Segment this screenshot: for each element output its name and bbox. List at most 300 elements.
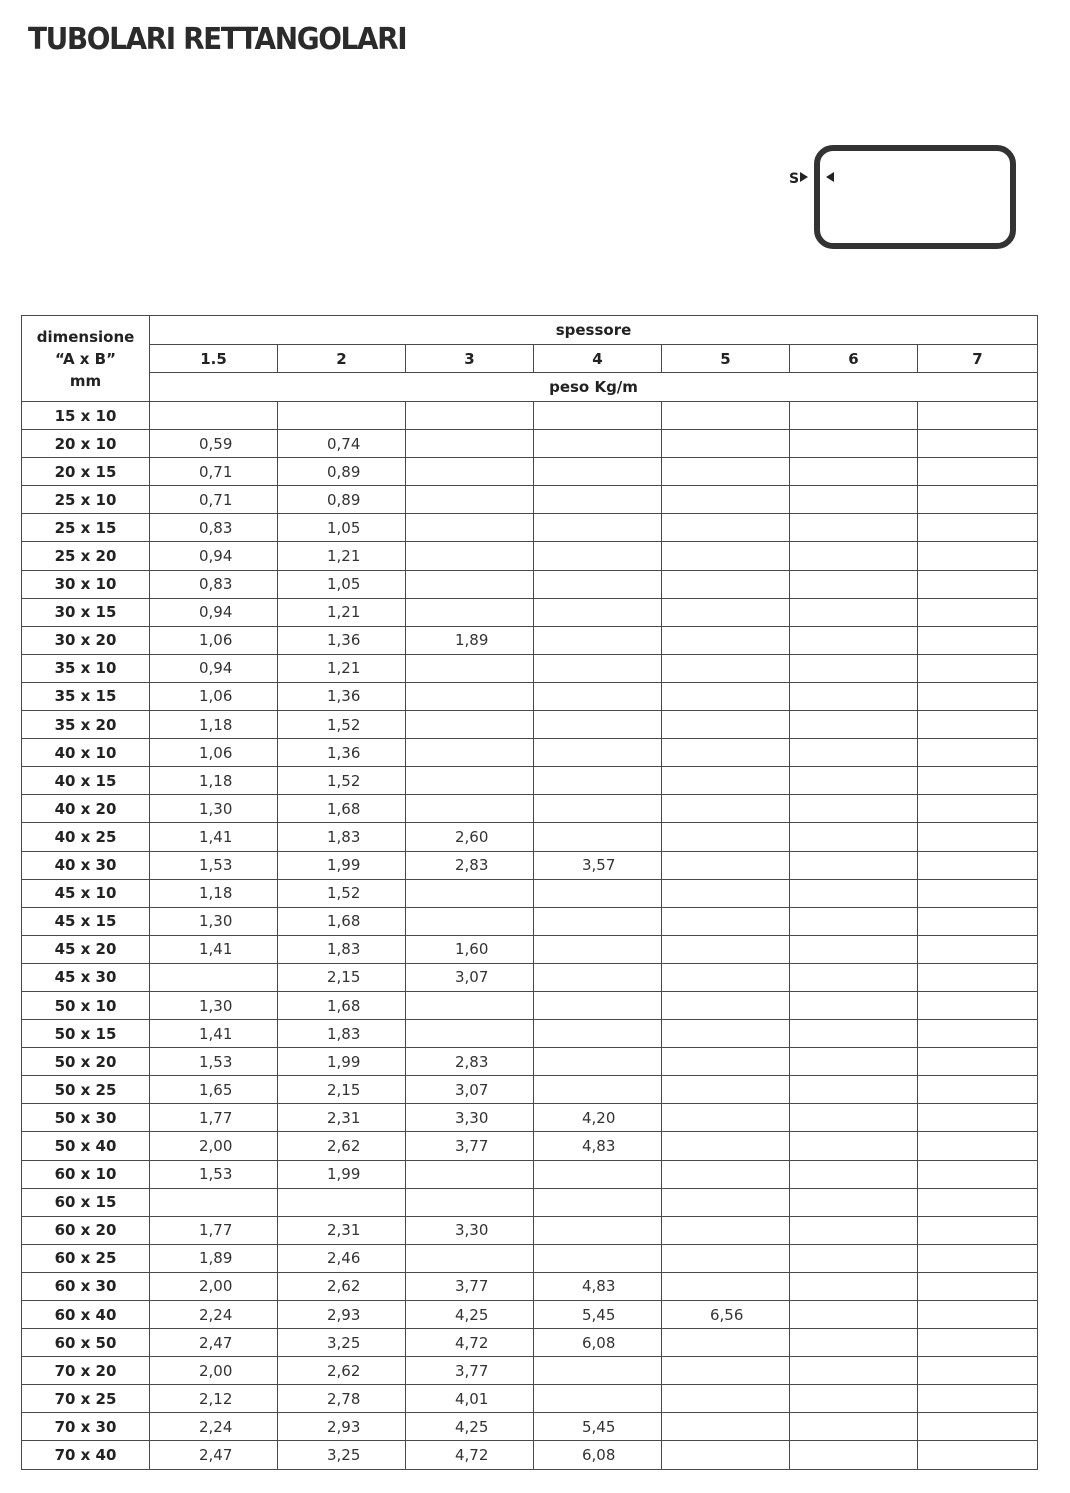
weight-cell [790,991,918,1019]
weight-cell: 2,62 [278,1357,406,1385]
weight-cell: 1,30 [150,991,278,1019]
weight-cell: 2,15 [278,963,406,991]
dimension-cell: 60 x 10 [22,1160,150,1188]
weight-cell [534,935,662,963]
weight-cell [150,402,278,430]
dimension-cell: 70 x 20 [22,1357,150,1385]
weight-cell [918,402,1038,430]
weight-cell [918,1132,1038,1160]
weight-cell [534,1244,662,1272]
weight-cell: 1,52 [278,879,406,907]
weight-cell: 2,60 [406,823,534,851]
weight-cell [790,767,918,795]
dimension-cell: 25 x 10 [22,486,150,514]
weight-cell [918,1188,1038,1216]
weight-cell [662,935,790,963]
weight-cell [662,1272,790,1300]
weight-cell [662,570,790,598]
table-row [22,1413,1038,1441]
weight-cell: 0,59 [150,430,278,458]
thickness-arrow-right-icon [800,172,808,182]
weight-cell [790,963,918,991]
weight-cell: 2,46 [278,1244,406,1272]
dimension-cell: 50 x 15 [22,1020,150,1048]
dimension-cell: 50 x 10 [22,991,150,1019]
weight-cell [534,1385,662,1413]
dimension-cell: 25 x 20 [22,542,150,570]
weight-cell: 2,93 [278,1301,406,1329]
weight-cell [534,767,662,795]
weight-cell: 6,08 [534,1329,662,1357]
table-row [22,1048,1038,1076]
weight-cell [150,963,278,991]
weight-cell [534,682,662,710]
dimension-cell: 40 x 25 [22,823,150,851]
weight-cell [918,851,1038,879]
weight-cell [790,1301,918,1329]
table-row [22,1104,1038,1132]
weight-cell [662,1188,790,1216]
table-row [22,991,1038,1019]
weight-cell: 6,56 [662,1301,790,1329]
dimension-cell: 30 x 20 [22,626,150,654]
weight-cell [406,767,534,795]
weight-cell [662,1244,790,1272]
weight-cell: 1,30 [150,795,278,823]
weight-cell [790,486,918,514]
weight-cell [918,1160,1038,1188]
weight-cell [790,879,918,907]
weight-cell: 3,25 [278,1441,406,1469]
weight-cell [662,739,790,767]
weight-cell: 2,15 [278,1076,406,1104]
table-row [22,402,1038,430]
weight-cell: 4,72 [406,1441,534,1469]
weight-unit-header: peso Kg/m [150,373,1038,402]
weight-cell [918,1020,1038,1048]
weight-cell [662,542,790,570]
weight-cell: 0,74 [278,430,406,458]
weight-cell [406,486,534,514]
weight-cell [662,486,790,514]
table-row [22,795,1038,823]
weight-cell [662,1104,790,1132]
weight-cell [662,402,790,430]
weight-cell: 1,36 [278,626,406,654]
weight-cell [790,1329,918,1357]
weight-cell [918,626,1038,654]
dimension-cell: 35 x 10 [22,654,150,682]
weight-cell: 1,21 [278,542,406,570]
weight-cell: 1,89 [150,1244,278,1272]
thickness-header-1: 1.5 [150,345,278,373]
weight-cell [662,991,790,1019]
weight-cell [790,851,918,879]
weight-cell [790,402,918,430]
weight-cell [918,935,1038,963]
weight-cell [790,1413,918,1441]
weight-cell: 2,78 [278,1385,406,1413]
weight-cell [534,1188,662,1216]
weight-cell [790,1020,918,1048]
dimension-cell: 40 x 15 [22,767,150,795]
weight-cell: 3,77 [406,1272,534,1300]
weight-cell: 1,18 [150,879,278,907]
weight-cell: 1,41 [150,1020,278,1048]
weight-cell: 1,06 [150,626,278,654]
weight-cell [918,598,1038,626]
weight-cell: 3,25 [278,1329,406,1357]
dimension-cell: 60 x 15 [22,1188,150,1216]
weight-cell [534,626,662,654]
weight-cell: 1,21 [278,654,406,682]
weight-cell [662,795,790,823]
weight-cell [790,711,918,739]
weight-cell [406,402,534,430]
table-row [22,1020,1038,1048]
weight-cell [662,626,790,654]
weight-cell [406,514,534,542]
weight-cell [662,458,790,486]
weight-cell [790,907,918,935]
weight-cell [534,963,662,991]
weight-cell: 1,36 [278,739,406,767]
weight-cell [406,711,534,739]
weight-cell [790,1188,918,1216]
weight-cell [662,963,790,991]
weight-cell [534,1357,662,1385]
dimension-cell: 40 x 10 [22,739,150,767]
weight-cell: 2,47 [150,1441,278,1469]
weight-cell: 1,68 [278,991,406,1019]
weight-cell [662,879,790,907]
weight-cell: 1,52 [278,711,406,739]
weight-cell: 1,77 [150,1216,278,1244]
table-row [22,458,1038,486]
rectangular-tube-profile-diagram [780,135,1030,260]
weight-cell [918,1216,1038,1244]
weight-cell [406,1244,534,1272]
weight-cell [918,879,1038,907]
weight-cell [406,430,534,458]
table-row [22,1301,1038,1329]
weight-cell [406,598,534,626]
weight-cell: 2,24 [150,1301,278,1329]
weight-cell [662,1048,790,1076]
weight-cell [918,795,1038,823]
weight-cell: 1,05 [278,570,406,598]
table-row [22,879,1038,907]
dimension-cell: 20 x 10 [22,430,150,458]
thickness-header-5: 5 [662,345,790,373]
weight-cell [534,542,662,570]
dimension-cell: 60 x 20 [22,1216,150,1244]
weight-cell [534,402,662,430]
table-row [22,823,1038,851]
weight-cell: 4,72 [406,1329,534,1357]
dimension-cell: 70 x 40 [22,1441,150,1469]
weight-cell: 1,41 [150,823,278,851]
dimension-cell: 30 x 10 [22,570,150,598]
weight-cell [534,907,662,935]
weight-cell [790,1385,918,1413]
weight-cell [662,1413,790,1441]
weight-cell [150,1188,278,1216]
weight-cell [918,1104,1038,1132]
weight-cell: 0,89 [278,458,406,486]
dimension-cell: 70 x 30 [22,1413,150,1441]
thickness-header-6: 6 [790,345,918,373]
weight-cell: 2,00 [150,1272,278,1300]
table-row [22,739,1038,767]
weight-cell [918,458,1038,486]
dimension-cell: 35 x 20 [22,711,150,739]
table-row [22,1441,1038,1469]
table-row [22,1132,1038,1160]
weight-cell [406,1020,534,1048]
weight-cell [790,542,918,570]
table-row [22,1188,1038,1216]
weight-cell [918,767,1038,795]
dimension-cell: 50 x 30 [22,1104,150,1132]
weight-cell [790,1216,918,1244]
weight-cell: 1,53 [150,1048,278,1076]
weight-cell: 1,36 [278,682,406,710]
weight-cell: 0,94 [150,654,278,682]
weight-cell: 1,83 [278,823,406,851]
weight-cell [662,598,790,626]
weight-cell: 1,53 [150,851,278,879]
weight-cell [662,1160,790,1188]
weight-cell [790,1272,918,1300]
weight-cell [918,711,1038,739]
weight-cell: 2,47 [150,1329,278,1357]
weight-cell [918,1357,1038,1385]
weight-cell [662,514,790,542]
weight-cell [790,1076,918,1104]
weight-cell [534,458,662,486]
weight-cell: 3,77 [406,1357,534,1385]
weight-cell [790,1441,918,1469]
table-row [22,1329,1038,1357]
weight-cell: 1,99 [278,851,406,879]
weight-cell [406,570,534,598]
weight-cell: 1,83 [278,935,406,963]
table-row [22,935,1038,963]
weight-cell: 0,83 [150,514,278,542]
weight-cell [534,486,662,514]
weight-cell [662,1132,790,1160]
weight-cell [406,879,534,907]
weight-cell [534,991,662,1019]
weight-cell [406,1160,534,1188]
weight-cell: 4,01 [406,1385,534,1413]
weight-cell [534,654,662,682]
table-row [22,1357,1038,1385]
weight-cell: 3,30 [406,1216,534,1244]
weight-cell: 0,94 [150,542,278,570]
weight-cell [790,598,918,626]
table-row [22,1216,1038,1244]
table-row [22,430,1038,458]
weight-cell: 4,20 [534,1104,662,1132]
dimension-cell: 45 x 30 [22,963,150,991]
weight-cell [790,935,918,963]
weight-cell: 2,00 [150,1132,278,1160]
page-title: TUBOLARI RETTANGOLARI [28,22,407,57]
table-row [22,1076,1038,1104]
weight-cell [790,1160,918,1188]
weight-cell [534,1048,662,1076]
weight-cell [534,514,662,542]
table-row [22,1272,1038,1300]
table-row [22,1244,1038,1272]
dimension-cell: 35 x 15 [22,682,150,710]
weight-cell [534,570,662,598]
weight-cell [278,1188,406,1216]
weight-cell: 1,77 [150,1104,278,1132]
table-row [22,598,1038,626]
weight-cell [918,1413,1038,1441]
weight-cell [918,654,1038,682]
table-row [22,514,1038,542]
weight-cell: 2,12 [150,1385,278,1413]
weight-cell [534,1076,662,1104]
weight-cell [534,598,662,626]
table-row [22,486,1038,514]
weight-cell [918,823,1038,851]
weight-cell [406,1188,534,1216]
weight-cell: 1,53 [150,1160,278,1188]
weight-cell [790,570,918,598]
weight-cell: 1,41 [150,935,278,963]
weight-cell [534,1160,662,1188]
weight-cell: 1,83 [278,1020,406,1048]
weight-cell: 3,30 [406,1104,534,1132]
dimension-cell: 50 x 20 [22,1048,150,1076]
thickness-header-3: 3 [406,345,534,373]
weight-cell [918,1244,1038,1272]
weight-cell [662,711,790,739]
dimension-cell: 40 x 20 [22,795,150,823]
weight-cell: 1,18 [150,767,278,795]
thickness-header-7: 7 [918,345,1038,373]
dimension-cell: 60 x 25 [22,1244,150,1272]
weight-cell [918,514,1038,542]
weight-cell: 3,07 [406,963,534,991]
weight-cell [790,1048,918,1076]
weight-cell: 0,89 [278,486,406,514]
weight-cell [918,1441,1038,1469]
weight-cell [662,907,790,935]
weight-cell [790,1104,918,1132]
weight-cell [662,654,790,682]
thickness-label: S [789,171,800,187]
weight-cell: 2,31 [278,1216,406,1244]
weight-cell: 1,89 [406,626,534,654]
weight-cell [662,1385,790,1413]
weight-cell: 0,83 [150,570,278,598]
weight-cell: 1,60 [406,935,534,963]
dimension-cell: 25 x 15 [22,514,150,542]
weight-cell: 1,99 [278,1160,406,1188]
weight-cell: 2,93 [278,1413,406,1441]
weight-cell: 5,45 [534,1413,662,1441]
dimension-cell: 50 x 40 [22,1132,150,1160]
weight-cell [918,907,1038,935]
weight-cell [406,458,534,486]
dimension-cell: 45 x 20 [22,935,150,963]
weight-cell [790,514,918,542]
weight-cell: 5,45 [534,1301,662,1329]
dimension-cell: 15 x 10 [22,402,150,430]
weight-cell [534,1216,662,1244]
weight-cell: 2,24 [150,1413,278,1441]
weight-cell [662,1020,790,1048]
weight-cell [662,682,790,710]
weight-cell: 3,77 [406,1132,534,1160]
thickness-header-2: 2 [278,345,406,373]
weight-cell [406,682,534,710]
weight-cell [662,1076,790,1104]
weight-cell [918,739,1038,767]
weight-cell: 0,71 [150,486,278,514]
weight-cell [662,1357,790,1385]
weight-cell [918,963,1038,991]
weight-cell [534,879,662,907]
weight-cell: 4,25 [406,1413,534,1441]
weight-cell: 0,71 [150,458,278,486]
table-row [22,542,1038,570]
table-row [22,767,1038,795]
weight-cell [662,851,790,879]
weight-cell [918,486,1038,514]
weight-cell: 3,07 [406,1076,534,1104]
dimension-cell: 45 x 15 [22,907,150,935]
weight-cell: 1,52 [278,767,406,795]
weight-cell [406,739,534,767]
weight-cell [534,739,662,767]
weight-cell: 4,83 [534,1272,662,1300]
dimension-cell: 40 x 30 [22,851,150,879]
dimension-header: dimensione “A x B” mm [22,316,150,402]
dimension-cell: 30 x 15 [22,598,150,626]
weight-cell: 1,06 [150,682,278,710]
weight-cell [406,795,534,823]
table-row [22,851,1038,879]
weight-cell [534,795,662,823]
weight-cell [534,1020,662,1048]
weight-cell: 4,25 [406,1301,534,1329]
table-row [22,963,1038,991]
dimension-cell: 20 x 15 [22,458,150,486]
weight-cell [662,823,790,851]
weight-cell [790,1244,918,1272]
weight-cell [918,570,1038,598]
weight-cell: 6,08 [534,1441,662,1469]
table-row [22,682,1038,710]
weight-table [21,315,1038,1470]
table-row [22,1160,1038,1188]
table-row [22,1385,1038,1413]
weight-cell: 1,99 [278,1048,406,1076]
dimension-cell: 60 x 50 [22,1329,150,1357]
weight-cell [790,430,918,458]
table-row [22,626,1038,654]
weight-cell [406,907,534,935]
weight-cell: 4,83 [534,1132,662,1160]
weight-cell [918,1272,1038,1300]
